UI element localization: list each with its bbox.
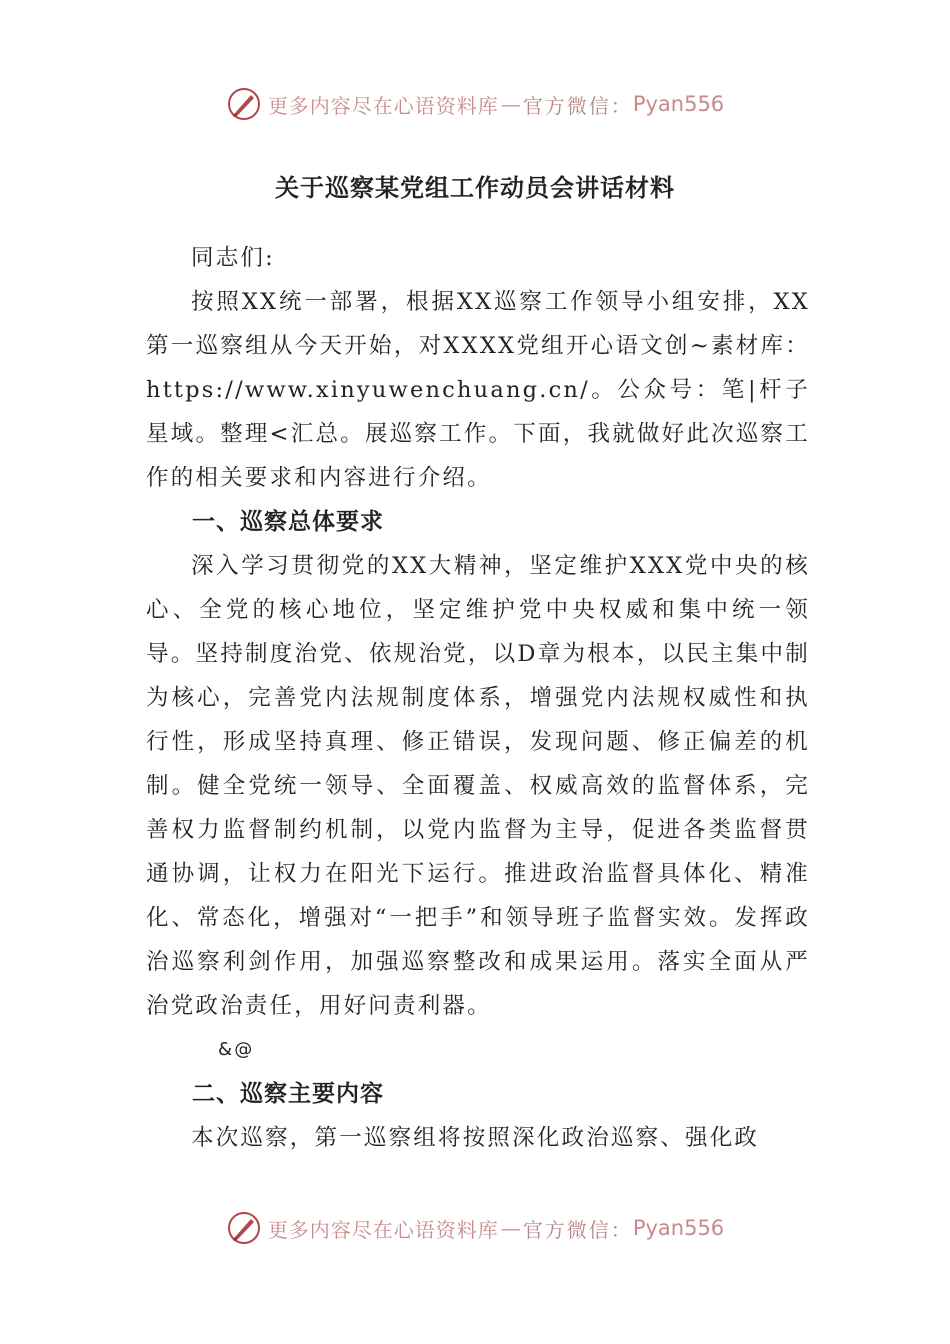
pen-logo-icon	[226, 86, 262, 122]
watermark-footer	[0, 1206, 950, 1250]
watermark-wechat-id: Pyan556	[632, 92, 725, 116]
watermark-text: 更多内容尽在心语资料库	[267, 93, 499, 118]
section-2-heading: 二、巡察主要内容	[192, 1081, 384, 1107]
watermark-label: 官方微信：	[522, 1217, 633, 1242]
pen-logo-icon	[226, 1210, 262, 1246]
watermark-label: 官方微信：	[522, 93, 633, 118]
greeting: 同志们:	[191, 245, 275, 271]
intro-paragraph: 按照XX统一部署，根据XX巡察工作领导小组安排，XX第一巡察组从今天开始，对XXXX党组开心语文创~素材库：https://www.xinyuwenchuang.cn/。公众号：笔|杆子星域。整理<汇总。展巡察工作。下面，我就做好此次巡察工作的相关要求和内容进行介绍。	[146, 289, 810, 491]
watermark-header	[0, 82, 950, 126]
document-body	[146, 236, 810, 1160]
document-title: 关于巡察某党组工作动员会讲话材料	[275, 174, 675, 202]
watermark-text: 更多内容尽在心语资料库	[267, 1217, 499, 1242]
watermark-dash: —	[500, 1216, 521, 1240]
watermark-wechat-id: Pyan556	[632, 1216, 725, 1240]
watermark-dash: —	[500, 92, 521, 116]
section-1-paragraph: 深入学习贯彻党的XX大精神，坚定维护XXX党中央的核心、全党的核心地位，坚定维护党中央权威和集中统一领导。坚持制度治党、依规治党，以D章为根本，以民主集中制为核心，完善党内法规制度体系，增强党内法规权威性和执行性，形成坚持真理、修正错误，发现问题、修正偏差的机制。健全党统一领导、全面覆盖、权威高效的监督体系，完善权力监督制约机制，以党内监督为主导，促进各类监督贯通协调，让权力在阳光下运行。推进政治监督具体化、精准化、常态化，增强对“一把手”和领导班子监督实效。发挥政治巡察利剑作用，加强巡察整改和成果运用。落实全面从严治党政治责任，用好问责利器。	[146, 553, 810, 1019]
symbol-line: &@	[218, 1039, 255, 1060]
section-2-paragraph: 本次巡察，第一巡察组将按照深化政治巡察、强化政	[191, 1125, 760, 1151]
section-1-heading: 一、巡察总体要求	[192, 509, 384, 535]
